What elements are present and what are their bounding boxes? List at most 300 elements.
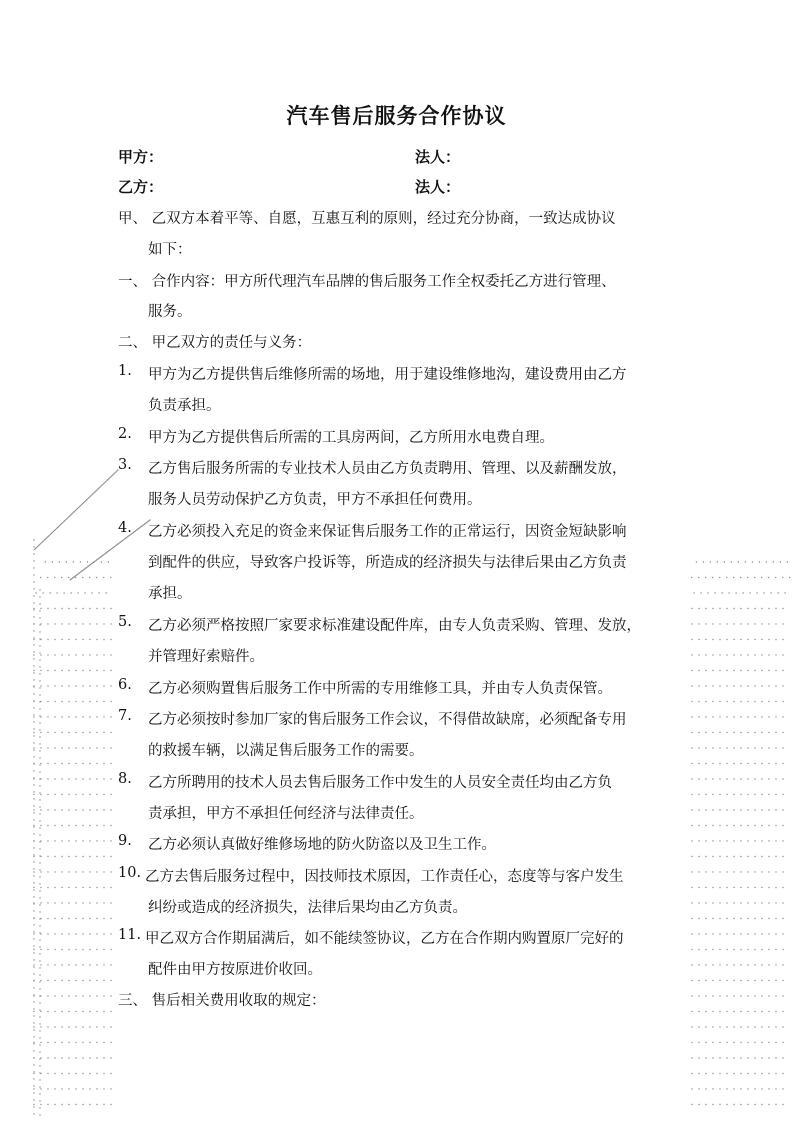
grid-dot	[740, 902, 741, 903]
grid-dot	[33, 1029, 34, 1030]
grid-dot	[33, 777, 34, 778]
intro-line-2: 如下：	[148, 242, 192, 258]
grid-dot	[82, 840, 83, 841]
grid-dot	[691, 871, 692, 872]
grid-dot	[110, 933, 111, 934]
grid-dot	[33, 794, 34, 795]
grid-dot	[775, 732, 776, 733]
grid-dot	[754, 654, 755, 655]
list-item-number: 9.	[118, 833, 132, 849]
list-item-line: 并管理好索赔件。	[148, 649, 264, 665]
grid-dot	[775, 1026, 776, 1027]
grid-dot	[747, 933, 748, 934]
grid-dot	[691, 1042, 692, 1043]
grid-dot	[754, 933, 755, 934]
grid-dot	[61, 685, 62, 686]
grid-dot	[698, 639, 699, 640]
grid-dot	[54, 871, 55, 872]
list-item-line: 乙方必须投入充足的资金来保证售后服务工作的正常运行，因资金短缺影响	[148, 524, 627, 540]
grid-dot	[775, 747, 776, 748]
grid-dot	[703, 561, 704, 562]
grid-dot	[726, 654, 727, 655]
grid-dot	[47, 747, 48, 748]
grid-dot	[33, 861, 34, 862]
grid-dot	[82, 856, 83, 857]
grid-dot	[782, 654, 783, 655]
grid-dot	[39, 673, 40, 674]
grid-dot	[40, 623, 41, 624]
grid-dot	[39, 1065, 40, 1066]
grid-dot	[75, 763, 76, 764]
grid-dot	[719, 778, 720, 779]
grid-dot	[691, 933, 692, 934]
grid-dot	[33, 749, 34, 750]
party-a-label: 甲方：	[118, 148, 164, 166]
grid-dot	[712, 778, 713, 779]
grid-dot	[754, 871, 755, 872]
grid-dot	[754, 716, 755, 717]
grid-dot	[782, 840, 783, 841]
grid-dot	[33, 1088, 34, 1089]
grid-dot	[705, 887, 706, 888]
grid-dot	[103, 1104, 104, 1105]
grid-dot	[740, 1026, 741, 1027]
grid-dot	[712, 902, 713, 903]
grid-dot	[54, 1011, 55, 1012]
grid-dot	[712, 685, 713, 686]
grid-dot	[82, 623, 83, 624]
grid-dot	[740, 980, 741, 981]
grid-dot	[39, 596, 40, 597]
grid-dot	[752, 561, 753, 562]
grid-dot	[89, 964, 90, 965]
grid-dot	[775, 902, 776, 903]
grid-dot	[731, 561, 732, 562]
grid-dot	[754, 1073, 755, 1074]
grid-dot	[101, 561, 102, 562]
grid-dot	[777, 592, 778, 593]
grid-dot	[726, 902, 727, 903]
grid-dot	[782, 701, 783, 702]
grid-dot	[789, 577, 790, 578]
grid-dot	[747, 778, 748, 779]
grid-dot	[698, 1104, 699, 1105]
grid-dot	[33, 826, 34, 827]
grid-dot	[693, 592, 694, 593]
grid-dot	[39, 652, 40, 653]
grid-dot	[782, 1073, 783, 1074]
grid-dot	[33, 1026, 34, 1027]
grid-dot	[747, 685, 748, 686]
grid-dot	[698, 933, 699, 934]
grid-dot	[705, 918, 706, 919]
grid-dot	[33, 1073, 34, 1074]
grid-dot	[61, 1088, 62, 1089]
grid-dot	[54, 716, 55, 717]
grid-dot	[761, 577, 762, 578]
grid-dot	[54, 902, 55, 903]
grid-dot	[726, 840, 727, 841]
grid-dot	[39, 701, 40, 702]
grid-dot	[33, 595, 34, 596]
grid-dot	[691, 918, 692, 919]
grid-dot	[82, 716, 83, 717]
grid-dot	[82, 1088, 83, 1089]
grid-dot	[761, 856, 762, 857]
grid-dot	[740, 809, 741, 810]
grid-dot	[39, 1016, 40, 1017]
grid-dot	[33, 747, 34, 748]
intro-line-1: 甲、 乙双方本着平等、自愿，互惠互利的原则，经过充分协商，一致达成协议	[118, 211, 616, 227]
grid-dot	[61, 871, 62, 872]
grid-dot	[39, 855, 40, 856]
grid-dot	[33, 658, 34, 659]
grid-dot	[39, 687, 40, 688]
grid-dot	[54, 670, 55, 671]
grid-dot	[775, 685, 776, 686]
grid-dot	[91, 592, 92, 593]
grid-dot	[33, 840, 34, 841]
grid-dot	[40, 685, 41, 686]
grid-dot	[54, 608, 55, 609]
grid-dot	[33, 1104, 34, 1105]
grid-dot	[39, 1023, 40, 1024]
grid-dot	[33, 608, 34, 609]
grid-dot	[61, 887, 62, 888]
grid-dot	[40, 608, 41, 609]
grid-dot	[39, 645, 40, 646]
grid-dot	[39, 757, 40, 758]
grid-dot	[47, 654, 48, 655]
grid-dot	[33, 1042, 34, 1043]
grid-dot	[47, 933, 48, 934]
grid-dot	[82, 685, 83, 686]
grid-dot	[691, 995, 692, 996]
grid-dot	[96, 933, 97, 934]
grid-dot	[33, 784, 34, 785]
grid-dot	[726, 918, 727, 919]
grid-dot	[61, 732, 62, 733]
grid-dot	[712, 949, 713, 950]
grid-dot	[49, 592, 50, 593]
grid-dot	[68, 902, 69, 903]
grid-dot	[733, 608, 734, 609]
grid-dot	[40, 964, 41, 965]
grid-dot	[34, 549, 35, 550]
grid-dot	[39, 925, 40, 926]
grid-dot	[82, 902, 83, 903]
grid-dot	[89, 1026, 90, 1027]
grid-dot	[698, 701, 699, 702]
grid-dot	[719, 1042, 720, 1043]
grid-dot	[96, 1073, 97, 1074]
grid-dot	[89, 902, 90, 903]
grid-dot	[740, 794, 741, 795]
grid-dot	[110, 1011, 111, 1012]
grid-dot	[726, 871, 727, 872]
grid-dot	[698, 995, 699, 996]
grid-dot	[96, 995, 97, 996]
grid-dot	[45, 561, 46, 562]
grid-dot	[89, 1057, 90, 1058]
list-item-number: 3.	[118, 457, 132, 473]
grid-dot	[733, 995, 734, 996]
grid-dot	[110, 964, 111, 965]
grid-dot	[733, 701, 734, 702]
grid-dot	[33, 875, 34, 876]
grid-dot	[775, 639, 776, 640]
grid-dot	[747, 1026, 748, 1027]
grid-dot	[39, 806, 40, 807]
grid-dot	[33, 686, 34, 687]
grid-dot	[761, 871, 762, 872]
grid-dot	[75, 654, 76, 655]
grid-dot	[96, 747, 97, 748]
grid-dot	[89, 716, 90, 717]
grid-dot	[47, 608, 48, 609]
grid-dot	[40, 1026, 41, 1027]
grid-dot	[33, 871, 34, 872]
grid-dot	[691, 608, 692, 609]
grid-dot	[96, 1088, 97, 1089]
grid-dot	[733, 856, 734, 857]
grid-dot	[705, 639, 706, 640]
grid-dot	[747, 918, 748, 919]
list-item-line: 乙方必须严格按照厂家要求标准建设配件库，由专人负责采购、管理、发放，	[148, 618, 641, 634]
grid-dot	[705, 732, 706, 733]
grid-dot	[33, 567, 34, 568]
grid-dot	[742, 592, 743, 593]
grid-dot	[691, 1057, 692, 1058]
grid-dot	[47, 809, 48, 810]
grid-dot	[33, 609, 34, 610]
grid-dot	[705, 654, 706, 655]
grid-dot	[768, 1011, 769, 1012]
grid-dot	[775, 871, 776, 872]
grid-dot	[712, 623, 713, 624]
grid-dot	[698, 980, 699, 981]
grid-dot	[691, 639, 692, 640]
grid-dot	[719, 809, 720, 810]
grid-dot	[705, 871, 706, 872]
grid-dot	[691, 763, 692, 764]
grid-dot	[96, 918, 97, 919]
grid-dot	[719, 1011, 720, 1012]
grid-dot	[33, 1008, 34, 1009]
grid-dot	[47, 778, 48, 779]
grid-dot	[691, 670, 692, 671]
grid-dot	[82, 732, 83, 733]
grid-dot	[39, 1079, 40, 1080]
grid-dot	[39, 792, 40, 793]
grid-dot	[39, 785, 40, 786]
grid-dot	[61, 670, 62, 671]
grid-dot	[33, 949, 34, 950]
grid-dot	[89, 778, 90, 779]
grid-dot	[110, 887, 111, 888]
grid-dot	[705, 701, 706, 702]
grid-dot	[747, 1073, 748, 1074]
grid-dot	[75, 1088, 76, 1089]
grid-dot	[40, 1042, 41, 1043]
grid-dot	[770, 592, 771, 593]
grid-dot	[39, 722, 40, 723]
grid-dot	[68, 1073, 69, 1074]
grid-dot	[33, 1022, 34, 1023]
grid-dot	[110, 949, 111, 950]
grid-dot	[775, 1104, 776, 1105]
grid-dot	[89, 1042, 90, 1043]
grid-dot	[705, 1026, 706, 1027]
grid-dot	[82, 964, 83, 965]
grid-dot	[733, 1088, 734, 1089]
grid-dot	[82, 1073, 83, 1074]
list-item-number: 2.	[118, 426, 132, 442]
grid-dot	[740, 949, 741, 950]
grid-dot	[75, 1057, 76, 1058]
grid-dot	[39, 729, 40, 730]
grid-dot	[705, 995, 706, 996]
grid-dot	[747, 732, 748, 733]
grid-dot	[768, 639, 769, 640]
grid-dot	[761, 918, 762, 919]
grid-dot	[740, 840, 741, 841]
grid-dot	[775, 1073, 776, 1074]
grid-dot	[691, 794, 692, 795]
party-a-representative-label: 法人：	[415, 148, 461, 166]
grid-dot	[39, 827, 40, 828]
grid-dot	[733, 964, 734, 965]
grid-dot	[33, 938, 34, 939]
grid-dot	[740, 778, 741, 779]
grid-dot	[47, 716, 48, 717]
grid-dot	[61, 949, 62, 950]
grid-dot	[747, 825, 748, 826]
grid-dot	[712, 995, 713, 996]
grid-dot	[712, 980, 713, 981]
grid-dot	[54, 856, 55, 857]
grid-dot	[712, 1011, 713, 1012]
grid-dot	[110, 1073, 111, 1074]
grid-dot	[96, 639, 97, 640]
grid-dot	[761, 1057, 762, 1058]
grid-dot	[768, 1042, 769, 1043]
grid-dot	[740, 933, 741, 934]
grid-dot	[705, 1042, 706, 1043]
grid-dot	[33, 1043, 34, 1044]
grid-dot	[761, 933, 762, 934]
grid-dot	[103, 856, 104, 857]
grid-dot	[96, 1011, 97, 1012]
grid-dot	[82, 1026, 83, 1027]
grid-dot	[754, 949, 755, 950]
grid-dot	[712, 716, 713, 717]
grid-dot	[782, 1104, 783, 1105]
grid-dot	[39, 680, 40, 681]
grid-dot	[768, 918, 769, 919]
grid-dot	[75, 685, 76, 686]
grid-dot	[733, 577, 734, 578]
grid-dot	[782, 623, 783, 624]
grid-dot	[103, 1011, 104, 1012]
grid-dot	[719, 871, 720, 872]
grid-dot	[75, 1104, 76, 1105]
grid-dot	[68, 1088, 69, 1089]
grid-dot	[754, 670, 755, 671]
grid-dot	[691, 1073, 692, 1074]
grid-dot	[39, 1030, 40, 1031]
grid-dot	[754, 1057, 755, 1058]
grid-dot	[775, 964, 776, 965]
grid-dot	[754, 809, 755, 810]
grid-dot	[70, 592, 71, 593]
grid-dot	[33, 1036, 34, 1037]
grid-dot	[39, 1093, 40, 1094]
grid-dot	[754, 623, 755, 624]
grid-dot	[82, 1042, 83, 1043]
grid-dot	[733, 918, 734, 919]
grid-dot	[691, 577, 692, 578]
grid-dot	[768, 871, 769, 872]
grid-dot	[761, 902, 762, 903]
grid-dot	[33, 856, 34, 857]
grid-dot	[782, 809, 783, 810]
grid-dot	[768, 902, 769, 903]
grid-dot	[68, 778, 69, 779]
grid-dot	[54, 809, 55, 810]
grid-dot	[754, 825, 755, 826]
grid-dot	[691, 964, 692, 965]
grid-dot	[75, 716, 76, 717]
grid-dot	[110, 608, 111, 609]
grid-dot	[47, 670, 48, 671]
grid-dot	[75, 871, 76, 872]
grid-dot	[712, 654, 713, 655]
grid-dot	[39, 1051, 40, 1052]
grid-dot	[719, 747, 720, 748]
grid-dot	[740, 1073, 741, 1074]
grid-dot	[54, 840, 55, 841]
grid-dot	[110, 856, 111, 857]
grid-dot	[103, 685, 104, 686]
grid-dot	[761, 980, 762, 981]
grid-dot	[68, 1057, 69, 1058]
grid-dot	[754, 964, 755, 965]
grid-dot	[747, 1042, 748, 1043]
grid-dot	[726, 732, 727, 733]
grid-dot	[691, 732, 692, 733]
grid-dot	[768, 716, 769, 717]
grid-dot	[726, 623, 727, 624]
grid-dot	[733, 840, 734, 841]
grid-dot	[47, 1104, 48, 1105]
grid-dot	[754, 995, 755, 996]
grid-dot	[82, 654, 83, 655]
grid-dot	[75, 825, 76, 826]
grid-dot	[89, 685, 90, 686]
grid-dot	[39, 876, 40, 877]
grid-dot	[70, 579, 71, 580]
grid-dot	[33, 644, 34, 645]
grid-dot	[75, 902, 76, 903]
grid-dot	[726, 825, 727, 826]
grid-dot	[47, 794, 48, 795]
grid-dot	[726, 1057, 727, 1058]
grid-dot	[738, 561, 739, 562]
document-title: 汽车售后服务合作协议	[286, 103, 507, 128]
grid-dot	[691, 747, 692, 748]
grid-dot	[33, 933, 34, 934]
